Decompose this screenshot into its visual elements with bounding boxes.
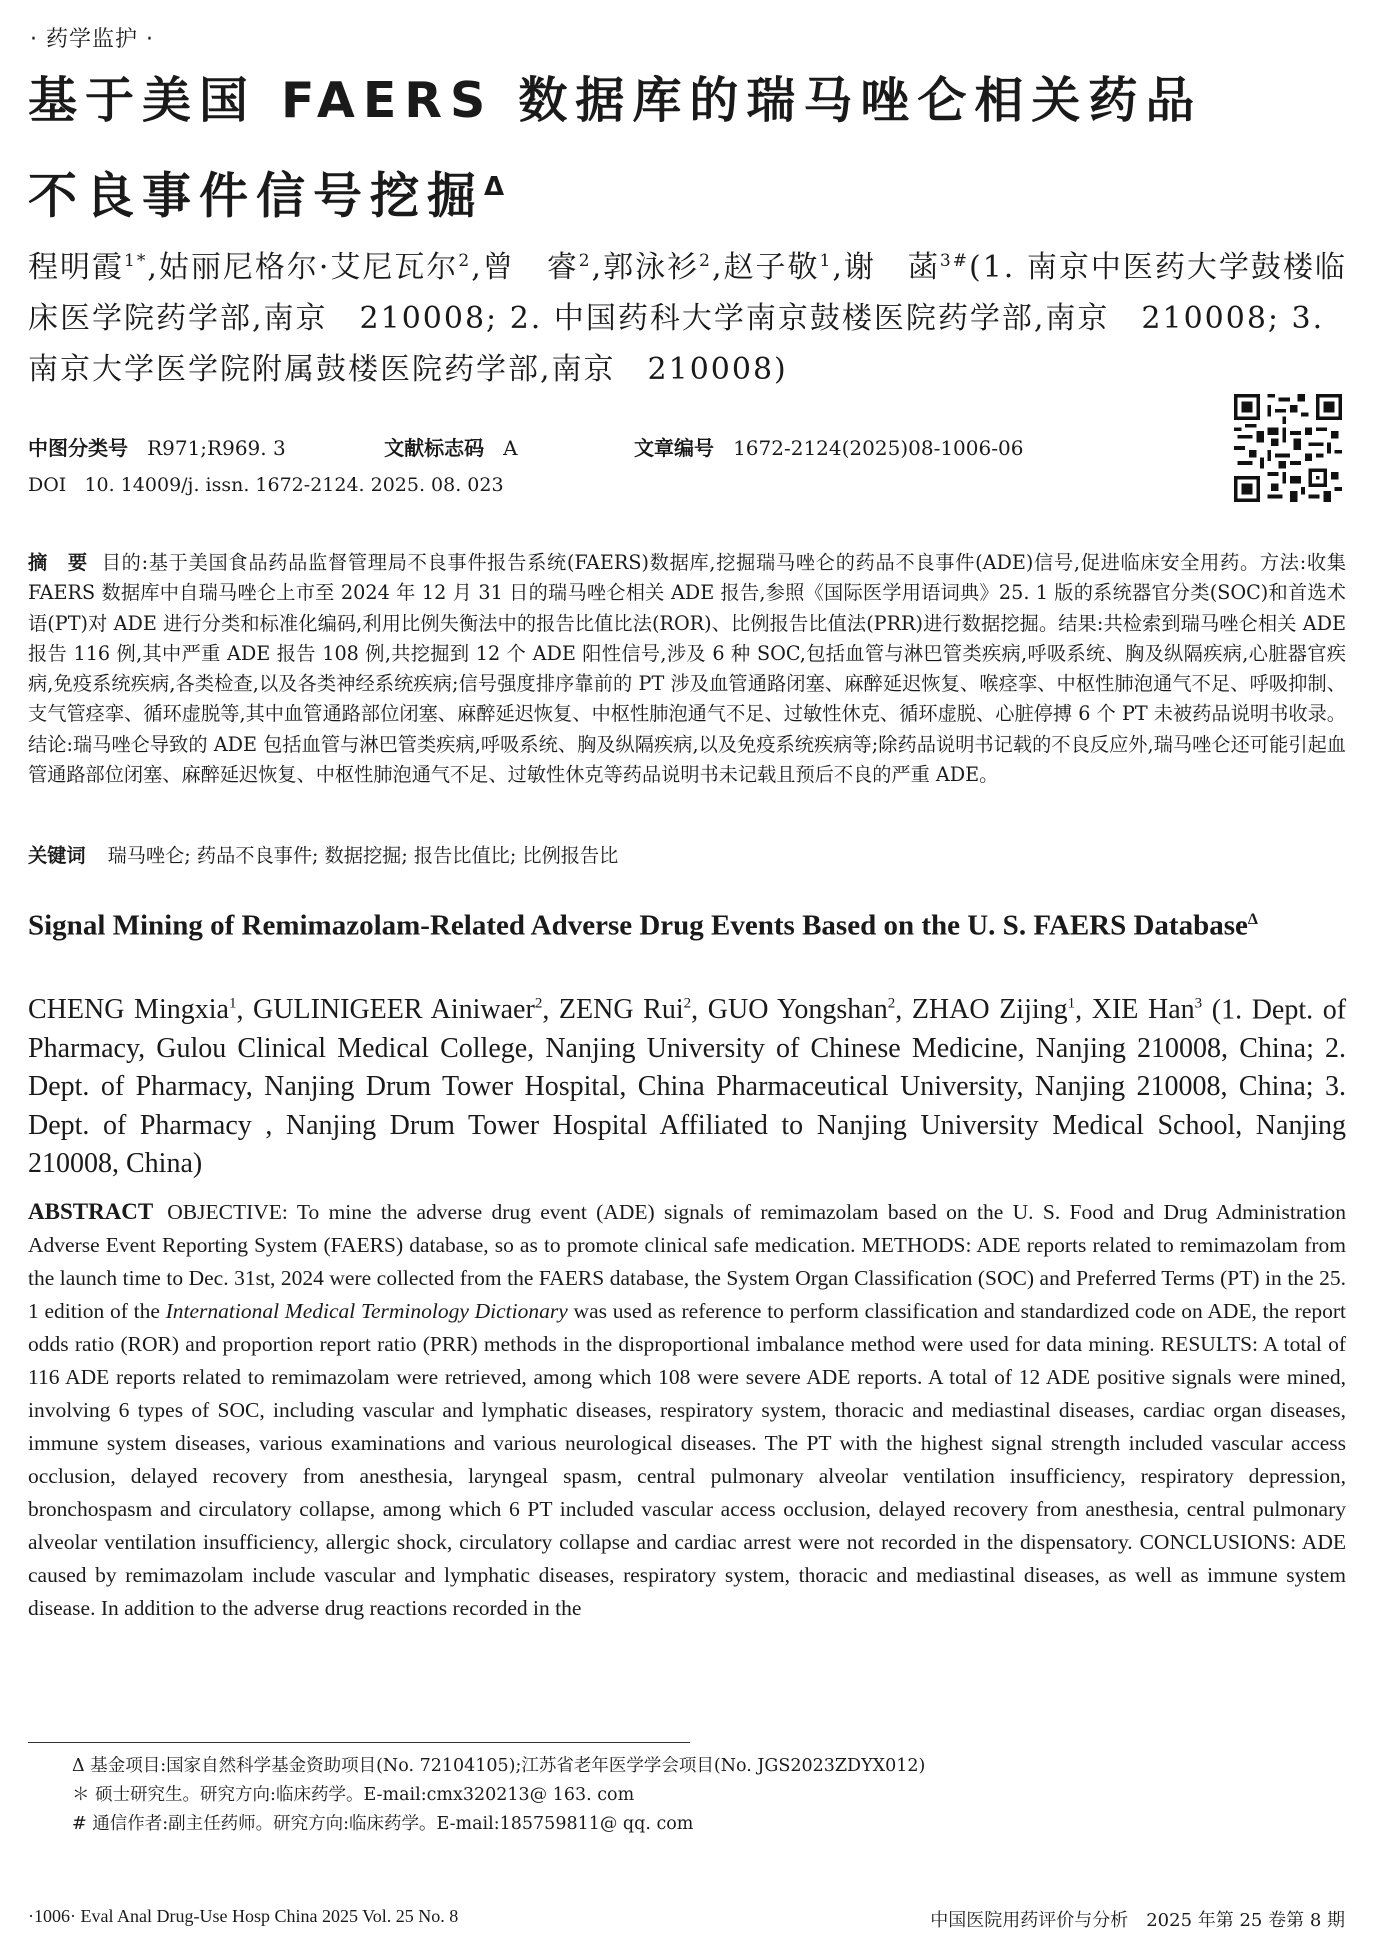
footer-journal-en: ·1006· Eval Anal Drug-Use Hosp China 2025 Vol. 25 No. 8 bbox=[28, 1906, 459, 1926]
doi-row: DOI 10. 14009/j. issn. 1672-2124. 2025. 08. 023 bbox=[28, 474, 504, 496]
footnote-first-author: ＊ 硕士研究生。研究方向:临床药学。E-mail:cmx320213@ 163. com bbox=[72, 1785, 635, 1805]
author-cn: 郭泳衫$^2$ bbox=[603, 250, 712, 285]
title-en-fund-mark: Δ bbox=[1247, 911, 1258, 928]
author-en: GULINIGEER Ainiwaer$^2$ bbox=[253, 994, 543, 1026]
meta-row bbox=[28, 432, 1075, 461]
footnote-divider bbox=[28, 1742, 690, 1743]
title-en: Signal Mining of Remimazolam-Related Adverse Drug Events Based on the U. S. FAERS Database$^\Delta$ bbox=[28, 909, 1258, 942]
abstract-cn bbox=[28, 548, 1346, 790]
footnote-fund: Δ 基金项目:国家自然科学基金资助项目(No. 72104105);江苏省老年医学学会项目(No. JGS2023ZDYX012) bbox=[72, 1756, 926, 1776]
authors-cn: 程明霞$^{1*}$,姑丽尼格尔·艾尼瓦尔$^2$,曾 睿$^2$,郭泳衫$^2$,赵子敬$^1$,谢 菡$^{3\#}$(1. 南京中医药大学鼓楼临床医学院药学部,南京 210008; 2. 中国药科大学南京鼓楼医院药学部,南京 210008; 3. 南京大学医学院附属鼓楼医院药学部,南京 210008) bbox=[28, 250, 1347, 387]
abstract-cn-text: 目的:基于美国食品药品监督管理局不良事件报告系统(FAERS)数据库,挖掘瑞马唑仑的药品不良事件(ADE)信号,促进临床安全用药。方法:收集 FAERS 数据库中自瑞马唑仑上市至 2024 年 12 月 31 日的瑞马唑仑相关 ADE 报告,参照《国际医学用语词典》25. 1 版的系统器官分类(SOC)和首选术语(PT)对 ADE 进行分类和标准化编码,利用比例失衡法中的报告比值比法(ROR)、比例报告比值法(PRR)进行数据挖掘。结果:共检索到瑞马唑仑相关 ADE 报告 116 例,其中严重 ADE 报告 108 例,共挖掘到 12 个 ADE 阳性信号,涉及 6 种 SOC,包括血管与淋巴管类疾病,呼吸系统、胸及纵隔疾病,心脏器官疾病,免疫系统疾病,各类检查,以及各类神经系统疾病;信号强度排序靠前的 PT 涉及血管通路闭塞、麻醉延迟恢复、喉痉挛、中枢性肺泡通气不足、呼吸抑制、支气管痉挛、循环虚脱等,其中血管通路部位闭塞、麻醉延迟恢复、中枢性肺泡通气不足、过敏性休克、循环虚脱、心脏停搏 6 个 PT 未被药品说明书收录。结论:瑞马唑仑导致的 ADE 包括血管与淋巴管类疾病,呼吸系统、胸及纵隔疾病,以及免疫系统疾病等;除药品说明书记载的不良反应外,瑞马唑仑还可能引起血管通路部位闭塞、麻醉延迟恢复、中枢性肺泡通气不足、过敏性休克等药品说明书未记载且预后不良的严重 ADE。 bbox=[28, 551, 1347, 787]
author-cn: 谢 菡$^{3\#}$ bbox=[843, 250, 969, 285]
author-en: XIE Han$^3$ bbox=[1091, 994, 1203, 1026]
author-en: ZHAO Zijing$^1$ bbox=[911, 994, 1076, 1026]
author-cn: 程明霞$^{1*}$ bbox=[28, 250, 148, 285]
keywords-cn-text: 瑞马唑仑; 药品不良事件; 数据挖掘; 报告比值比; 比例报告比 bbox=[107, 844, 619, 867]
abstract-en-label: ABSTRACT bbox=[28, 1199, 154, 1224]
title-cn-line-2-text: 不良事件信号挖掘 bbox=[28, 167, 485, 225]
title-cn-line-1: 基于美国 FAERS 数据库的瑞马唑仑相关药品 bbox=[28, 72, 1203, 129]
keywords-cn bbox=[28, 841, 1346, 868]
dictionary-title: International Medical Terminology Dictionary bbox=[165, 1299, 568, 1323]
article-no-field: 文章编号 1672-2124(2025)08-1006-06 bbox=[633, 436, 1024, 460]
affiliations-cn: (1. 南京中医药大学鼓楼临床医学院药学部,南京 210008; 2. 中国药科大学南京鼓楼医院药学部,南京 210008; 3. 南京大学医学院附属鼓楼医院药学部,南京 210008) bbox=[28, 250, 1347, 387]
footnote-corresponding: # 通信作者:副主任药师。研究方向:临床药学。E-mail:185759811@ qq. com bbox=[72, 1814, 694, 1834]
title-cn-line-2 bbox=[28, 144, 1348, 239]
keywords-cn-label: 关键词 bbox=[28, 844, 86, 867]
doc-code-field: 文献标志码 A bbox=[384, 436, 518, 460]
clc-field: 中图分类号 R971;R969. 3 bbox=[28, 436, 286, 460]
author-cn: 曾 睿$^2$ bbox=[482, 250, 592, 285]
author-en: CHENG Mingxia$^1$ bbox=[28, 994, 237, 1026]
author-cn: 姑丽尼格尔·艾尼瓦尔$^2$ bbox=[158, 250, 472, 285]
abstract-cn-label: 摘 要 bbox=[28, 551, 88, 574]
footnotes bbox=[72, 1752, 925, 1839]
author-cn: 赵子敬$^1$ bbox=[723, 250, 833, 285]
footer-journal-cn: 中国医院用药评价与分析 2025 年第 25 卷第 8 期 bbox=[930, 1910, 1345, 1931]
author-en: GUO Yongshan$^2$ bbox=[707, 994, 896, 1026]
title-cn-fund-mark: Δ bbox=[484, 172, 505, 202]
author-en: ZENG Rui$^2$ bbox=[558, 994, 692, 1026]
abstract-en: ABSTRACT OBJECTIVE: To mine the adverse drug event (ADE) signals of remimazolam based on the U. S. Food and Drug Administration Adverse Event Reporting System (FAERS) database, so as to promote clinical safe medication. METHODS: ADE reports related to remimazolam from the launch time to Dec. 31st, 2024 were collected from the FAERS database, the System Organ Classification (SOC) and Preferred Terms (PT) in the 25. 1 edition of the International Medical Terminology Dictionary was used as reference to perform classification and standardized code on ADE, the report odds ratio (ROR) and proportion report ratio (PRR) methods in the disproportional imbalance method were used for data mining. RESULTS: A total of 116 ADE reports related to remimazolam were retrieved, among which 108 were severe ADE reports. A total of 12 ADE positive signals were mined, involving 6 types of SOC, including vascular and lymphatic diseases, respiratory system, thoracic and mediastinal diseases, cardiac organ diseases, immune system diseases, various examinations and various neurological diseases. The PT with the highest signal strength included vascular access occlusion, delayed recovery from anesthesia, laryngeal spasm, central pulmonary alveolar ventilation insufficiency, respiratory depression, bronchospasm and circulatory collapse, among which 6 PT included vascular access occlusion, delayed recovery from anesthesia, central pulmonary alveolar ventilation insufficiency, allergic shock, circulatory collapse and cardiac arrest were not recorded in the dispensatory. CONCLUSIONS: ADE caused by remimazolam include vascular and lymphatic diseases, respiratory system, thoracic and mediastinal diseases, as well as immune system disease. In addition to the adverse drug reactions recorded in the bbox=[28, 1199, 1346, 1620]
qr-code-icon bbox=[1234, 394, 1342, 502]
doi-value: 10. 14009/j. issn. 1672-2124. 2025. 08. 023 bbox=[84, 474, 504, 496]
affiliations-en: (1. Dept. of Pharmacy, Gulou Clinical Medical College, Nanjing University of Chinese Medicine, Nanjing 210008, China; 2. Dept. of Pharmacy, Nanjing Drum Tower Hospital, China Pharmaceutical University, Nanjing 210008, China; 3. Dept. of Pharmacy , Nanjing Drum Tower Hospital Affiliated to Nanjing University Medical School, Nanjing 210008, China) bbox=[28, 994, 1347, 1180]
authors-en: CHENG Mingxia$^1$, GULINIGEER Ainiwaer$^2$, ZENG Rui$^2$, GUO Yongshan$^2$, ZHAO Zijing$^1$, XIE Han$^3$ (1. Dept. of Pharmacy, Gulou Clinical Medical College, Nanjing University of Chinese Medicine, Nanjing 210008, China; 2. Dept. of Pharmacy, Nanjing Drum Tower Hospital, China Pharmaceutical University, Nanjing 210008, China; 3. Dept. of Pharmacy , Nanjing Drum Tower Hospital Affiliated to Nanjing University Medical School, Nanjing 210008, China) bbox=[28, 994, 1347, 1180]
section-tag: · 药学监护 · bbox=[30, 27, 154, 52]
